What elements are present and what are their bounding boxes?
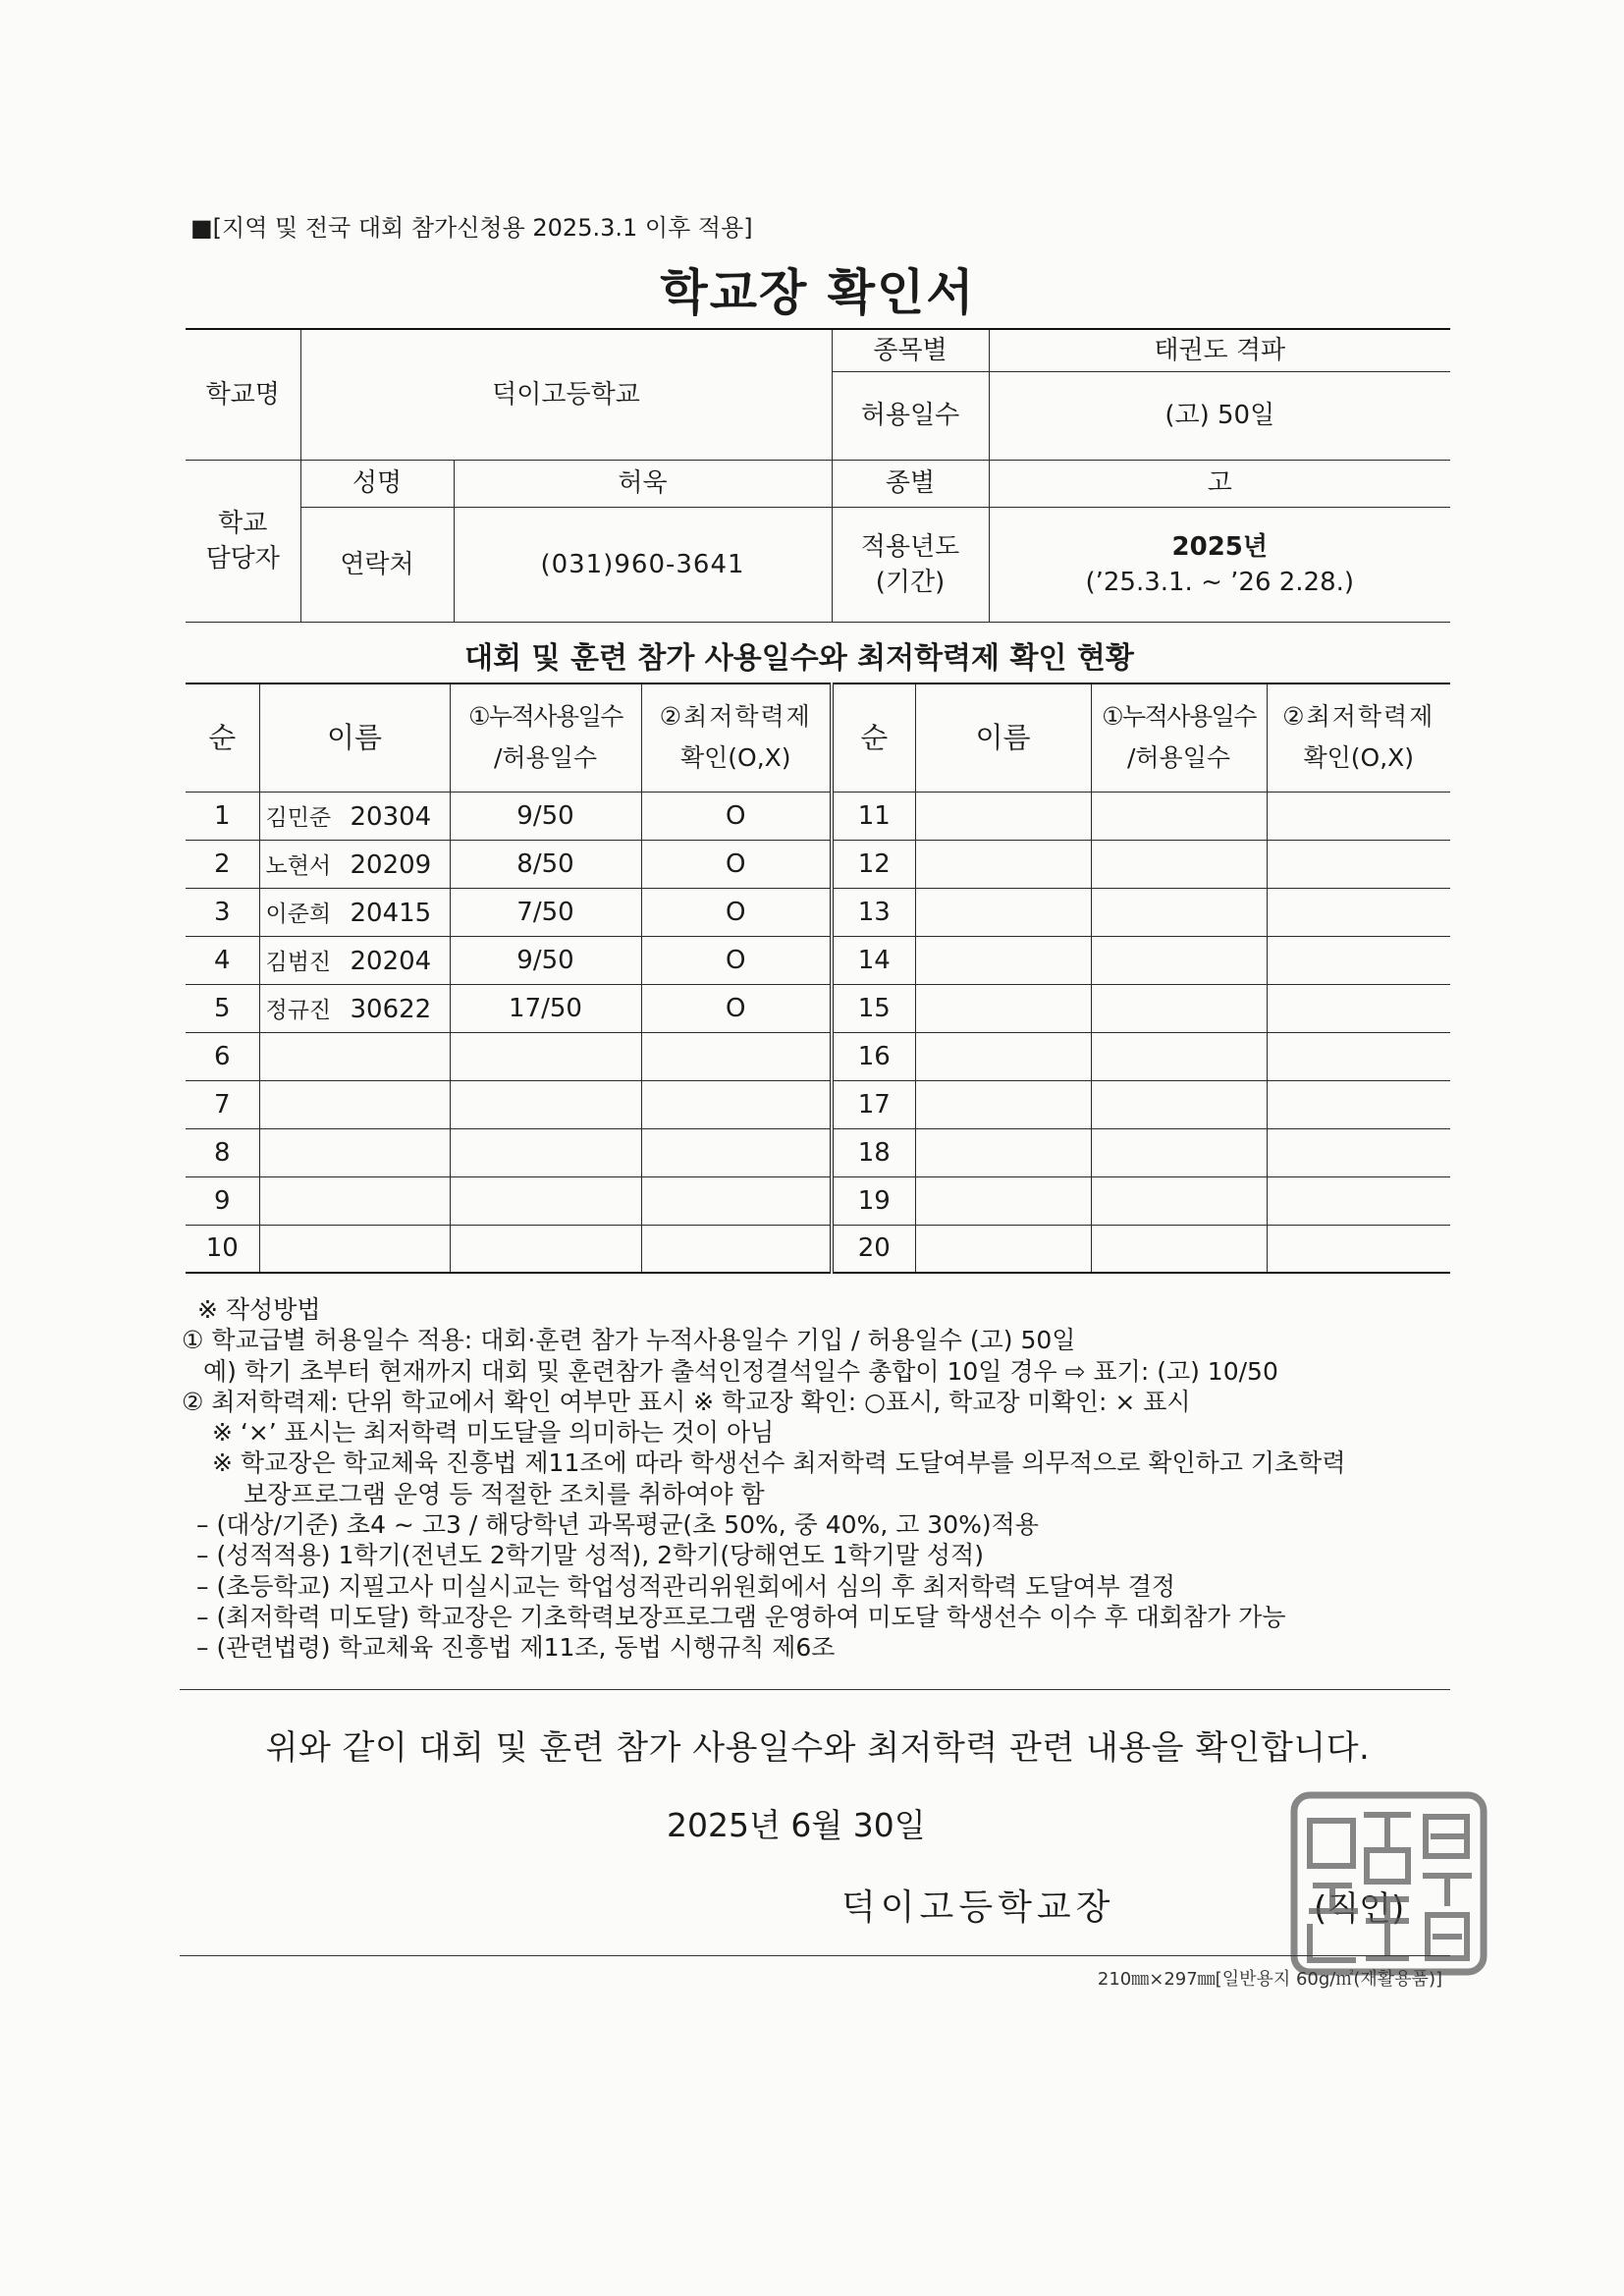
academic-check	[641, 1128, 832, 1176]
student-id: 30622	[350, 995, 432, 1024]
student-cell	[259, 792, 450, 840]
days-used	[1091, 1225, 1267, 1273]
year-label-line1: 적용년도	[860, 531, 960, 562]
row-number: 20	[832, 1225, 915, 1273]
student-cell	[915, 1128, 1091, 1176]
student-id: 20204	[350, 947, 432, 976]
allowed-days-value: (고) 50일	[989, 371, 1450, 460]
row-number: 16	[832, 1032, 915, 1080]
student-cell	[259, 1128, 450, 1176]
table-row	[186, 792, 1450, 840]
student-cell	[915, 792, 1091, 840]
student-cell	[915, 1032, 1091, 1080]
bottom-line	[180, 1955, 1450, 1956]
academic-check	[1267, 1225, 1450, 1273]
row-number: 12	[832, 840, 915, 888]
event-value: 태권도 격파	[989, 329, 1450, 371]
academic-check	[1267, 1032, 1450, 1080]
student-cell	[915, 1176, 1091, 1225]
table-row	[186, 1128, 1450, 1176]
row-number: 7	[186, 1080, 259, 1128]
academic-check: O	[641, 984, 832, 1032]
student-cell	[915, 1080, 1091, 1128]
header-days	[450, 683, 641, 792]
table-header-row	[186, 683, 1450, 792]
row-number: 18	[832, 1128, 915, 1176]
student-cell	[259, 936, 450, 984]
header-days-line2: /허용일수	[493, 743, 598, 773]
seal-label: (직인)	[1314, 1889, 1405, 1929]
row-number: 1	[186, 792, 259, 840]
paper-spec: 210㎜×297㎜[일반용지 60g/㎡(재활용품)]	[1097, 1969, 1442, 1990]
header-days-line1: ①누적사용일수	[1102, 702, 1256, 732]
name-value: 허욱	[454, 460, 832, 507]
days-used: 7/50	[450, 888, 641, 936]
academic-check	[1267, 1176, 1450, 1225]
days-used: 17/50	[450, 984, 641, 1032]
table-row	[186, 1176, 1450, 1225]
row-number: 15	[832, 984, 915, 1032]
student-name: 김민준	[265, 805, 332, 831]
days-used	[450, 1225, 641, 1273]
student-id: 20415	[350, 899, 432, 928]
days-used	[1091, 984, 1267, 1032]
academic-check: O	[641, 792, 832, 840]
days-used	[1091, 840, 1267, 888]
allowed-days-label: 허용일수	[832, 371, 989, 460]
table-row	[186, 1032, 1450, 1080]
table-row	[186, 888, 1450, 936]
header-academic	[1267, 683, 1450, 792]
status-table	[186, 683, 1450, 1274]
academic-check	[1267, 840, 1450, 888]
header-days	[1091, 683, 1267, 792]
header-name: 이름	[915, 683, 1091, 792]
manager-label	[186, 460, 300, 622]
issue-date: 2025년 6월 30일	[667, 1806, 926, 1844]
year-label-line2: (기간)	[875, 567, 946, 597]
student-cell	[915, 1225, 1091, 1273]
header-academic	[641, 683, 832, 792]
academic-check	[641, 1080, 832, 1128]
days-used: 9/50	[450, 792, 641, 840]
academic-check	[641, 1176, 832, 1225]
days-used	[450, 1176, 641, 1225]
header-academic-line2: 확인(O,X)	[679, 743, 791, 773]
student-id: 20209	[350, 850, 432, 880]
days-used: 8/50	[450, 840, 641, 888]
instruction-line: – (관련법령) 학교체육 진흥법 제11조, 동법 시행규칙 제6조	[196, 1633, 836, 1663]
header-days-line2: /허용일수	[1126, 743, 1231, 773]
table-row	[186, 1225, 1450, 1273]
contact-label: 연락처	[300, 507, 454, 622]
table-row	[186, 1080, 1450, 1128]
academic-check	[1267, 1080, 1450, 1128]
student-cell	[259, 984, 450, 1032]
days-used	[1091, 1032, 1267, 1080]
header-note: ■[지역 및 전국 대회 참가신청용 2025.3.1 이후 적용]	[190, 214, 753, 242]
student-name: 이준희	[265, 902, 332, 927]
days-used	[1091, 888, 1267, 936]
category-value: 고	[989, 460, 1450, 507]
instruction-line: 보장프로그램 운영 등 적절한 조치를 취하여야 함	[244, 1479, 765, 1508]
instruction-line: ② 최저학력제: 단위 학교에서 확인 여부만 표시 ※ 학교장 확인: ○표시, 학교장 미확인: × 표시	[182, 1387, 1191, 1416]
table-row	[186, 840, 1450, 888]
row-number: 14	[832, 936, 915, 984]
student-cell	[259, 1176, 450, 1225]
days-used	[450, 1080, 641, 1128]
row-number: 2	[186, 840, 259, 888]
year-period	[989, 507, 1450, 622]
row-number: 19	[832, 1176, 915, 1225]
period-value: (’25.3.1. ~ ’26 2.28.)	[1085, 567, 1355, 597]
header-name: 이름	[259, 683, 450, 792]
academic-check: O	[641, 840, 832, 888]
academic-check	[1267, 888, 1450, 936]
row-number: 6	[186, 1032, 259, 1080]
student-name: 노현서	[265, 853, 332, 879]
instruction-line: – (성적적용) 1학기(전년도 2학기말 성적), 2학기(당해연도 1학기말 성적)	[196, 1541, 984, 1570]
year-value: 2025년	[1171, 531, 1268, 562]
confirmation-statement: 위와 같이 대회 및 훈련 참가 사용일수와 최저학력 관련 내용을 확인합니다.	[265, 1728, 1371, 1768]
divider-line	[180, 1689, 1450, 1690]
academic-check	[641, 1032, 832, 1080]
student-cell	[915, 936, 1091, 984]
instruction-line: ※ 학교장은 학교체육 진흥법 제11조에 따라 학생선수 최저학력 도달여부를 의무적으로 확인하고 기초학력	[212, 1449, 1346, 1478]
student-name: 김범진	[265, 950, 332, 975]
student-cell	[259, 1225, 450, 1273]
year-label	[832, 507, 989, 622]
student-id: 20304	[350, 802, 432, 832]
header-academic-line2: 확인(O,X)	[1303, 743, 1415, 773]
row-number: 13	[832, 888, 915, 936]
table-row	[186, 984, 1450, 1032]
manager-label-line1: 학교	[218, 508, 268, 538]
contact-value: (031)960-3641	[454, 507, 832, 622]
student-name: 정규진	[265, 998, 332, 1023]
days-used	[1091, 936, 1267, 984]
academic-check	[1267, 1128, 1450, 1176]
student-cell	[915, 888, 1091, 936]
writing-instructions	[0, 1294, 1624, 1664]
days-used	[1091, 1128, 1267, 1176]
days-used: 9/50	[450, 936, 641, 984]
academic-check	[641, 1225, 832, 1273]
school-name: 덕이고등학교	[300, 329, 832, 460]
header-days-line1: ①누적사용일수	[468, 702, 623, 732]
manager-label-line2: 담당자	[205, 543, 280, 574]
official-seal	[1288, 1789, 1489, 1978]
signer-title: 덕이고등학교장	[841, 1887, 1115, 1928]
row-number: 8	[186, 1128, 259, 1176]
academic-check	[1267, 792, 1450, 840]
instruction-line: – (최저학력 미도달) 학교장은 기초학력보장프로그램 운영하여 미도달 학생선수 이수 후 대회참가 가능	[196, 1602, 1286, 1631]
header-academic-line1: ②최저학력제	[659, 702, 812, 732]
days-used	[1091, 1080, 1267, 1128]
table-row	[186, 936, 1450, 984]
student-cell	[915, 984, 1091, 1032]
name-label: 성명	[300, 460, 454, 507]
row-number: 4	[186, 936, 259, 984]
academic-check: O	[641, 936, 832, 984]
student-cell	[259, 1080, 450, 1128]
instruction-line: ① 학교급별 허용일수 적용: 대회·훈련 참가 누적사용일수 기입 / 허용일수 (고) 50일	[182, 1326, 1076, 1355]
instruction-line: – (대상/기준) 초4 ~ 고3 / 해당학년 과목평균(초 50%, 중 40%, 고 30%)적용	[196, 1510, 1039, 1540]
event-label: 종목별	[832, 329, 989, 371]
student-cell	[915, 840, 1091, 888]
academic-check	[1267, 936, 1450, 984]
academic-check	[1267, 984, 1450, 1032]
status-title: 대회 및 훈련 참가 사용일수와 최저학력제 확인 현황	[464, 641, 1134, 676]
category-label: 종별	[832, 460, 989, 507]
header-no: 순	[832, 683, 915, 792]
row-number: 10	[186, 1225, 259, 1273]
school-label: 학교명	[186, 329, 300, 460]
student-cell	[259, 1032, 450, 1080]
student-cell	[259, 888, 450, 936]
instruction-line: – (초등학교) 지필고사 미실시교는 학업성적관리위원회에서 심의 후 최저학력 도달여부 결정	[196, 1571, 1176, 1601]
days-used	[450, 1032, 641, 1080]
page-title: 학교장 확인서	[660, 264, 976, 321]
days-used	[1091, 1176, 1267, 1225]
header-no: 순	[186, 683, 259, 792]
instruction-line: ※ ‘×’ 표시는 최저학력 미도달을 의미하는 것이 아님	[212, 1418, 775, 1448]
instruction-line: 예) 학기 초부터 현재까지 대회 및 훈련참가 출석인정결석일수 총합이 10일 경우 ⇨ 표기: (고) 10/50	[203, 1356, 1278, 1386]
info-table	[186, 328, 1450, 623]
instructions-heading: ※ 작성방법	[197, 1295, 321, 1324]
academic-check: O	[641, 888, 832, 936]
row-number: 3	[186, 888, 259, 936]
student-cell	[259, 840, 450, 888]
days-used	[450, 1128, 641, 1176]
row-number: 9	[186, 1176, 259, 1225]
header-academic-line1: ②최저학력제	[1282, 702, 1435, 732]
row-number: 11	[832, 792, 915, 840]
row-number: 17	[832, 1080, 915, 1128]
days-used	[1091, 792, 1267, 840]
row-number: 5	[186, 984, 259, 1032]
